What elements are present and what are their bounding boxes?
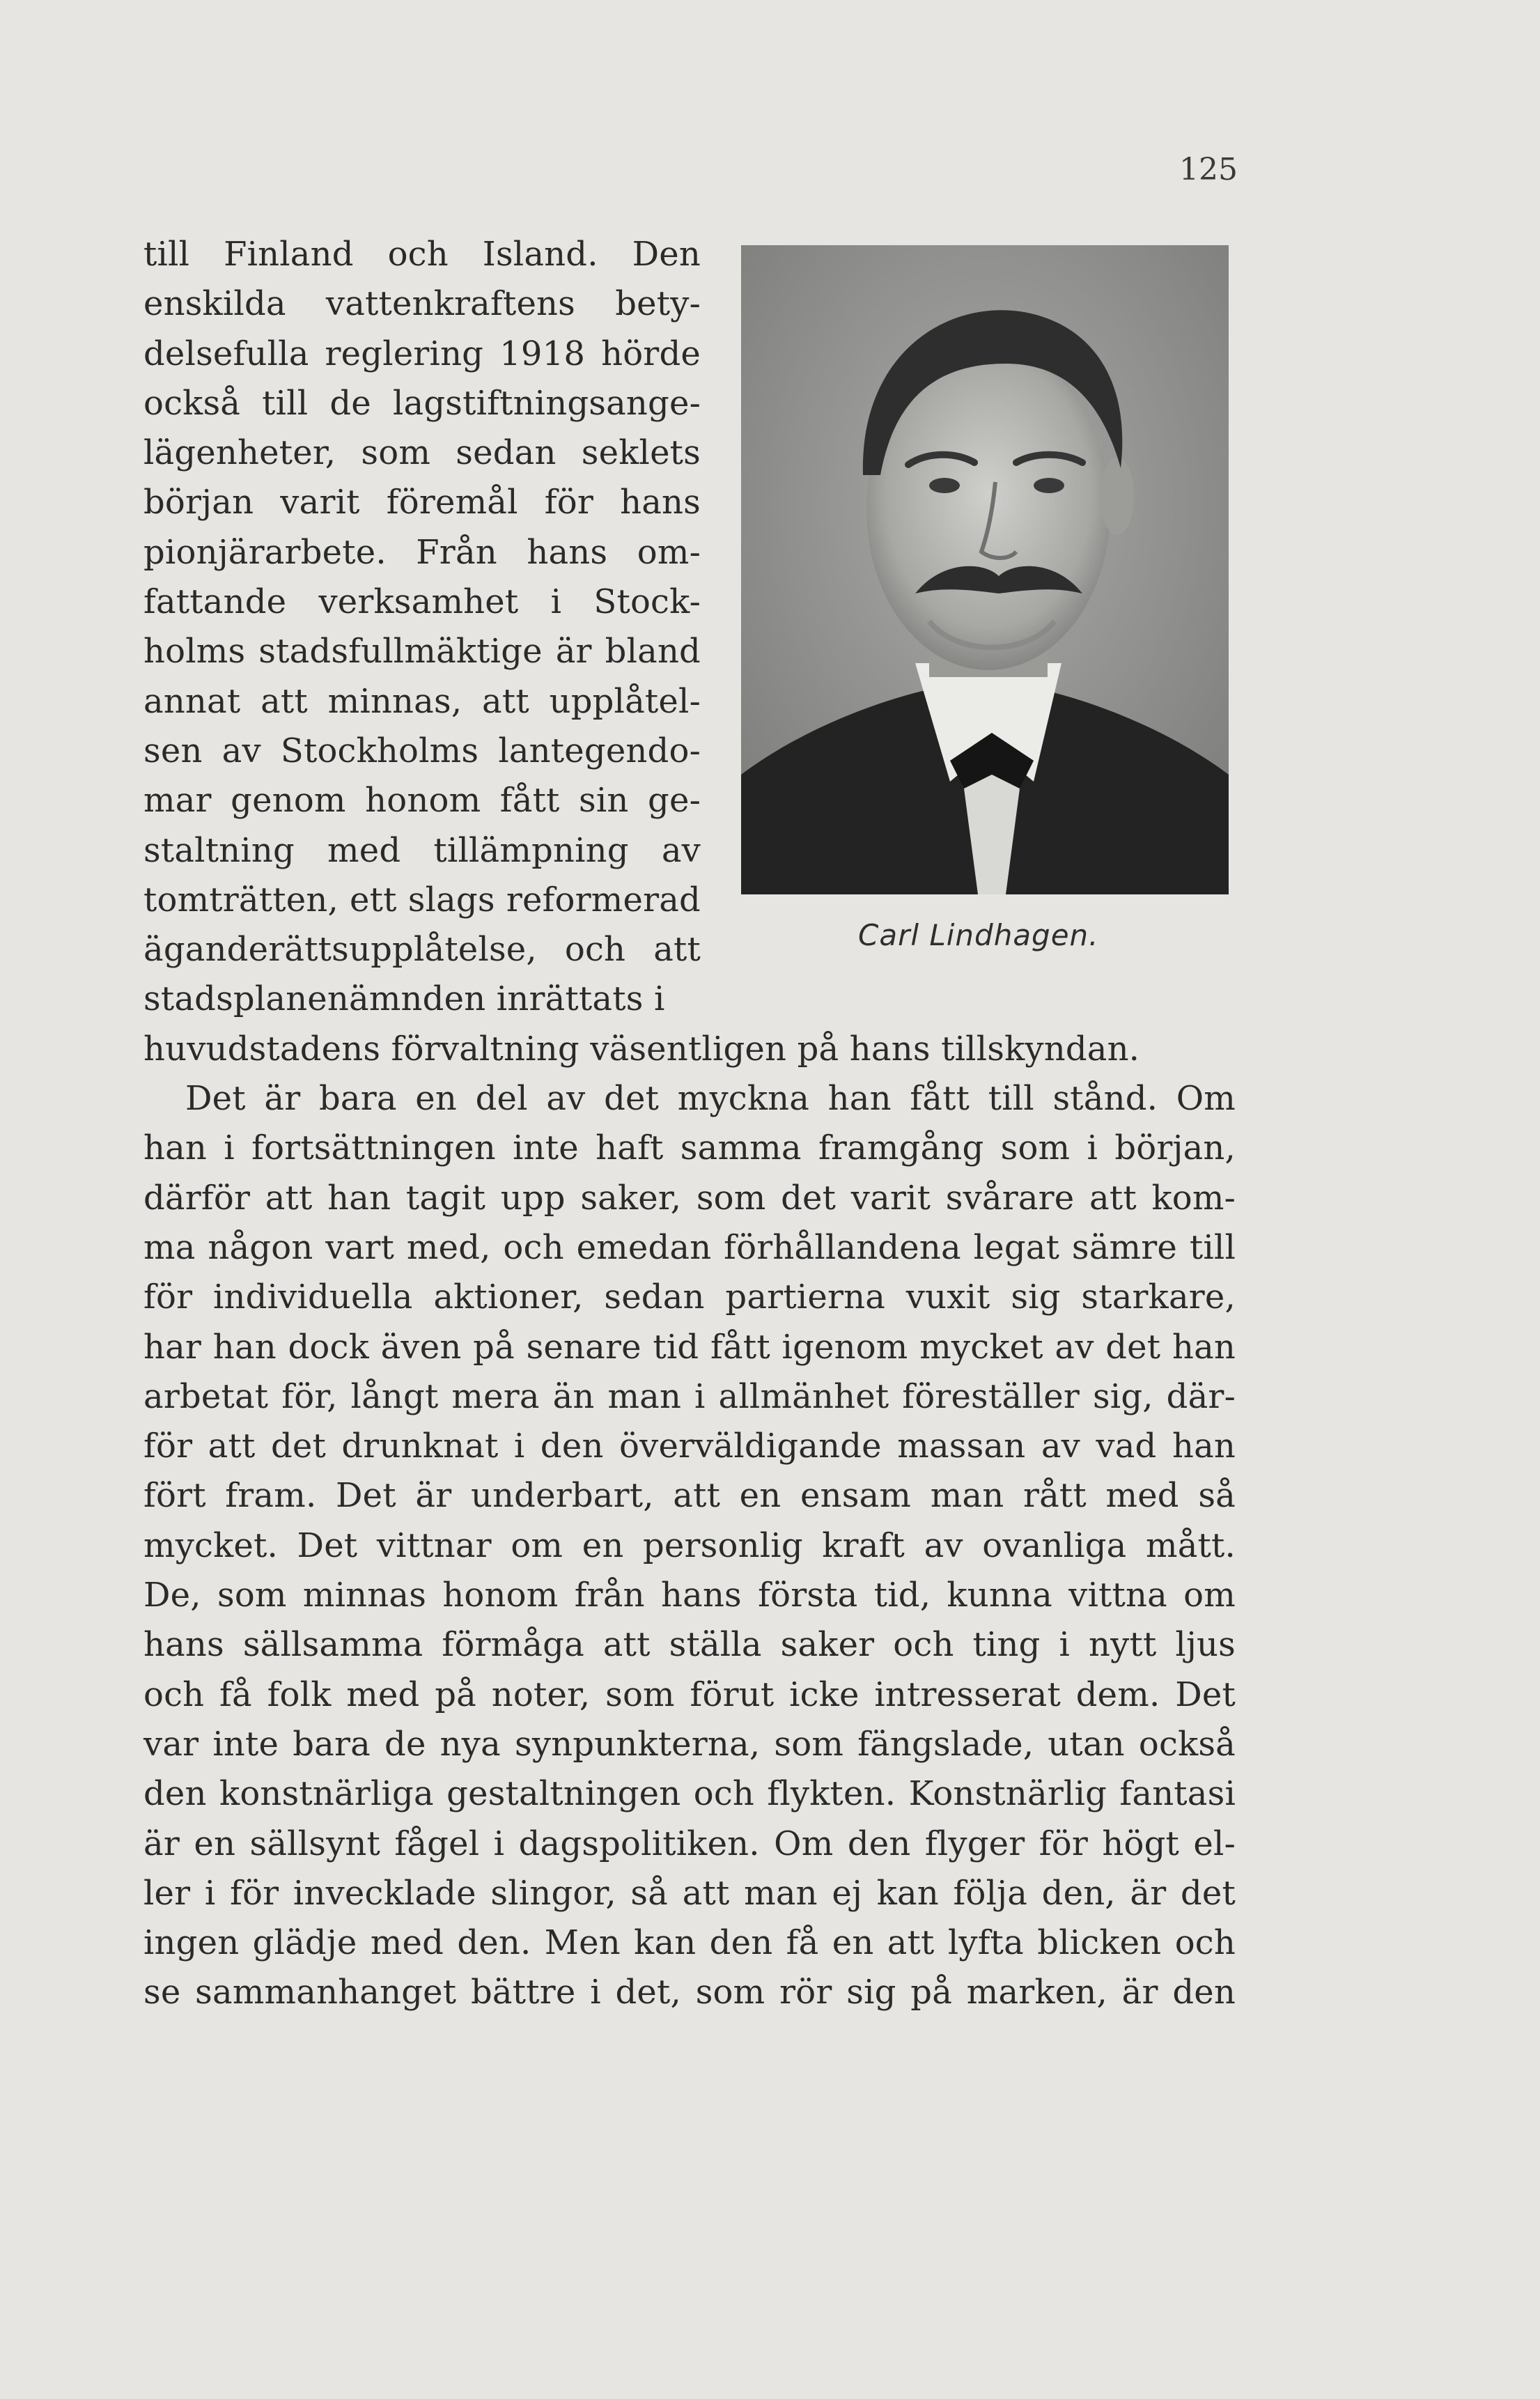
text-line: huvudstadens förvaltning väsentligen på hans tillskyndan. bbox=[143, 1029, 1140, 1069]
text-line: för individuella aktioner, sedan partierna vuxit sig starkare, bbox=[143, 1278, 1236, 1317]
text-line: se sammanhanget bättre i det, som rör sig på marken, är den bbox=[143, 1973, 1236, 2012]
text-line: mycket. Det vittnar om en personlig kraft av ovanliga mått. bbox=[143, 1525, 1236, 1565]
body-text bbox=[143, 230, 1240, 2018]
text-line: enskilda vattenkraftens bety- bbox=[143, 284, 701, 324]
text-line: sen av Stockholms lantegendo- bbox=[143, 731, 701, 770]
text-line: Det är bara en del av det myckna han fått till stånd. Om bbox=[185, 1079, 1236, 1119]
text-line: till Finland och Island. Den bbox=[143, 235, 701, 274]
text-line: holms stadsfullmäktige är bland bbox=[143, 632, 701, 671]
text-line: ma någon vart med, och emedan förhållandena legat sämre till bbox=[143, 1227, 1236, 1267]
text-line: staltning med tillämpning av bbox=[143, 830, 701, 870]
text-line: därför att han tagit upp saker, som det varit svårare att kom- bbox=[143, 1178, 1236, 1218]
text-line: också till de lagstiftningsange- bbox=[143, 383, 701, 423]
text-line: fattande verksamhet i Stock- bbox=[143, 582, 701, 622]
text-line: arbetat för, långt mera än man i allmänhet föreställer sig, där- bbox=[143, 1376, 1236, 1416]
text-line: lägenheter, som sedan seklets bbox=[143, 433, 701, 473]
text-line: han i fortsättningen inte haft samma framgång som i början, bbox=[143, 1128, 1236, 1168]
text-line: delsefulla reglering 1918 hörde bbox=[143, 334, 701, 373]
text-line: har han dock även på senare tid fått igenom mycket av det han bbox=[143, 1327, 1236, 1367]
text-line: för att det drunknat i den överväldigande massan av vad han bbox=[143, 1427, 1236, 1466]
text-line: äganderättsupplåtelse, och att bbox=[143, 930, 701, 970]
text-line: stadsplanenämnden inrättats i bbox=[143, 979, 665, 1019]
text-line: var inte bara de nya synpunkterna, som fängslade, utan också bbox=[143, 1724, 1236, 1764]
text-line: hans sällsamma förmåga att ställa saker och ting i nytt ljus bbox=[143, 1625, 1236, 1665]
text-line: De, som minnas honom från hans första tid, kunna vittna om bbox=[143, 1576, 1236, 1615]
text-line: fört fram. Det är underbart, att en ensam man rått med så bbox=[143, 1476, 1236, 1516]
text-line: är en sällsynt fågel i dagspolitiken. Om den flyger för högt el- bbox=[143, 1824, 1236, 1863]
text-line: den konstnärliga gestaltningen och flykten. Konstnärlig fantasi bbox=[143, 1774, 1236, 1814]
page-number: 125 bbox=[1179, 152, 1238, 187]
text-line: ler i för invecklade slingor, så att man ej kan följa den, är det bbox=[143, 1873, 1236, 1913]
text-line: början varit föremål för hans bbox=[143, 483, 701, 522]
text-line: pionjärarbete. Från hans om- bbox=[143, 532, 701, 572]
text-line: tomträtten, ett slags reformerad bbox=[143, 880, 701, 919]
text-line: och få folk med på noter, som förut icke intresserat dem. Det bbox=[143, 1675, 1236, 1714]
text-line: ingen glädje med den. Men kan den få en att lyfta blicken och bbox=[143, 1923, 1236, 1963]
text-line: annat att minnas, att upplåtel- bbox=[143, 681, 701, 721]
text-line: mar genom honom fått sin ge- bbox=[143, 781, 701, 821]
figure-caption: Carl Lindhagen. bbox=[858, 918, 1099, 952]
